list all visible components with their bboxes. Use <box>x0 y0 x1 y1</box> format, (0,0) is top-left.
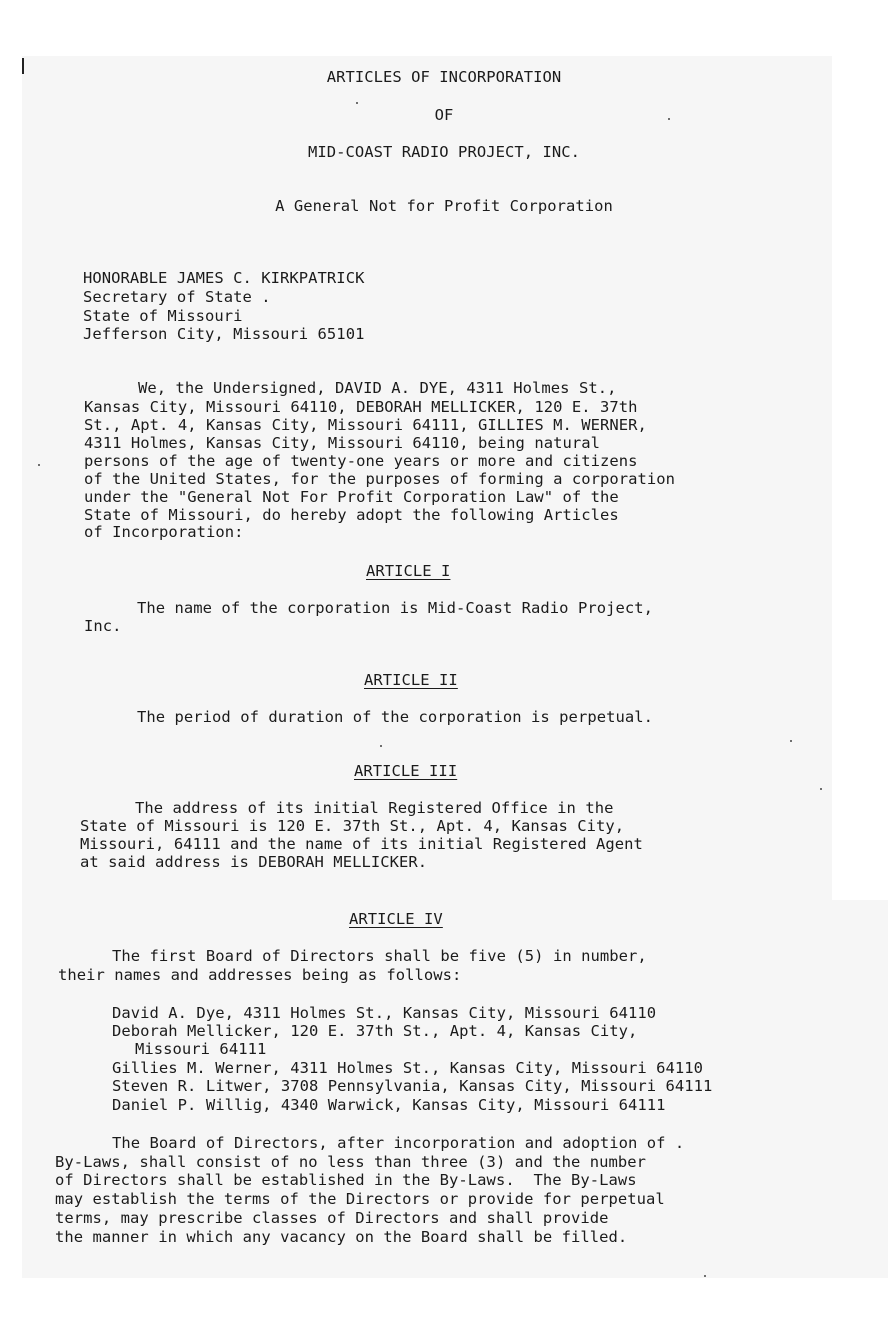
director-entry: Steven R. Litwer, 3708 Pennsylvania, Kansas City, Missouri 64111 <box>112 1077 713 1095</box>
intro-line: Kansas City, Missouri 64110, DEBORAH MELLICKER, 120 E. 37th <box>84 398 638 416</box>
board-line: By-Laws, shall consist of no less than three (3) and the number <box>55 1153 647 1171</box>
article-3-heading: ARTICLE III <box>354 762 458 780</box>
article-4-heading: ARTICLE IV <box>349 910 443 928</box>
addressee-line: HONORABLE JAMES C. KIRKPATRICK <box>83 269 365 287</box>
company-name: MID-COAST RADIO PROJECT, INC. <box>307 143 581 161</box>
document-title: ARTICLES OF INCORPORATION <box>326 68 562 86</box>
article-4-line: their names and addresses being as follows: <box>58 966 462 984</box>
document-subtitle: A General Not for Profit Corporation <box>275 197 613 215</box>
intro-line: State of Missouri, do hereby adopt the following Articles <box>84 506 619 524</box>
board-line: may establish the terms of the Directors or provide for perpetual <box>55 1190 665 1208</box>
article-3-line: Missouri, 64111 and the name of its initial Registered Agent <box>80 835 643 853</box>
article-2-heading: ARTICLE II <box>364 671 458 689</box>
board-line: The Board of Directors, after incorporation and adoption of . <box>112 1134 685 1152</box>
intro-line: of Incorporation: <box>84 523 244 541</box>
article-3-line: State of Missouri is 120 E. 37th St., Apt. 4, Kansas City, <box>80 817 625 835</box>
intro-line: We, the Undersigned, DAVID A. DYE, 4311 Holmes St., <box>138 379 617 397</box>
director-entry: Deborah Mellicker, 120 E. 37th St., Apt. 4, Kansas City, <box>112 1022 638 1040</box>
article-1-heading: ARTICLE I <box>366 562 451 580</box>
addressee-line: Jefferson City, Missouri 65101 <box>83 325 365 343</box>
intro-line: of the United States, for the purposes of forming a corporation <box>84 470 676 488</box>
article-4-line: The first Board of Directors shall be five (5) in number, <box>112 947 647 965</box>
article-1-line: The name of the corporation is Mid-Coast Radio Project, <box>137 599 653 617</box>
intro-line: St., Apt. 4, Kansas City, Missouri 64111, GILLIES M. WERNER, <box>84 416 647 434</box>
director-entry: Missouri 64111 <box>135 1040 267 1058</box>
title-of: OF <box>434 106 454 124</box>
director-entry: David A. Dye, 4311 Holmes St., Kansas City, Missouri 64110 <box>112 1004 657 1022</box>
scan-speck <box>668 118 670 120</box>
article-3-line: at said address is DEBORAH MELLICKER. <box>80 853 428 871</box>
scan-speck <box>704 1275 706 1277</box>
intro-line: persons of the age of twenty-one years or more and citizens <box>84 452 638 470</box>
scan-speck <box>790 740 792 742</box>
board-line: the manner in which any vacancy on the Board shall be filled. <box>55 1228 628 1246</box>
board-line: terms, may prescribe classes of Directors and shall provide <box>55 1209 609 1227</box>
director-entry: Gillies M. Werner, 4311 Holmes St., Kansas City, Missouri 64110 <box>112 1059 704 1077</box>
article-2-line: The period of duration of the corporation is perpetual. <box>137 708 653 726</box>
scan-speck <box>356 102 358 104</box>
scan-speck <box>380 745 382 747</box>
article-1-line: Inc. <box>84 617 122 635</box>
scan-speck <box>38 464 40 466</box>
intro-line: 4311 Holmes, Kansas City, Missouri 64110, being natural <box>84 434 600 452</box>
board-line: of Directors shall be established in the By-Laws. The By-Laws <box>55 1171 637 1189</box>
scan-speck <box>820 788 822 790</box>
addressee-line: State of Missouri <box>83 307 243 325</box>
intro-line: under the "General Not For Profit Corporation Law" of the <box>84 488 619 506</box>
addressee-line: Secretary of State . <box>83 288 271 306</box>
article-3-line: The address of its initial Registered Office in the <box>135 799 614 817</box>
director-entry: Daniel P. Willig, 4340 Warwick, Kansas City, Missouri 64111 <box>112 1096 666 1114</box>
